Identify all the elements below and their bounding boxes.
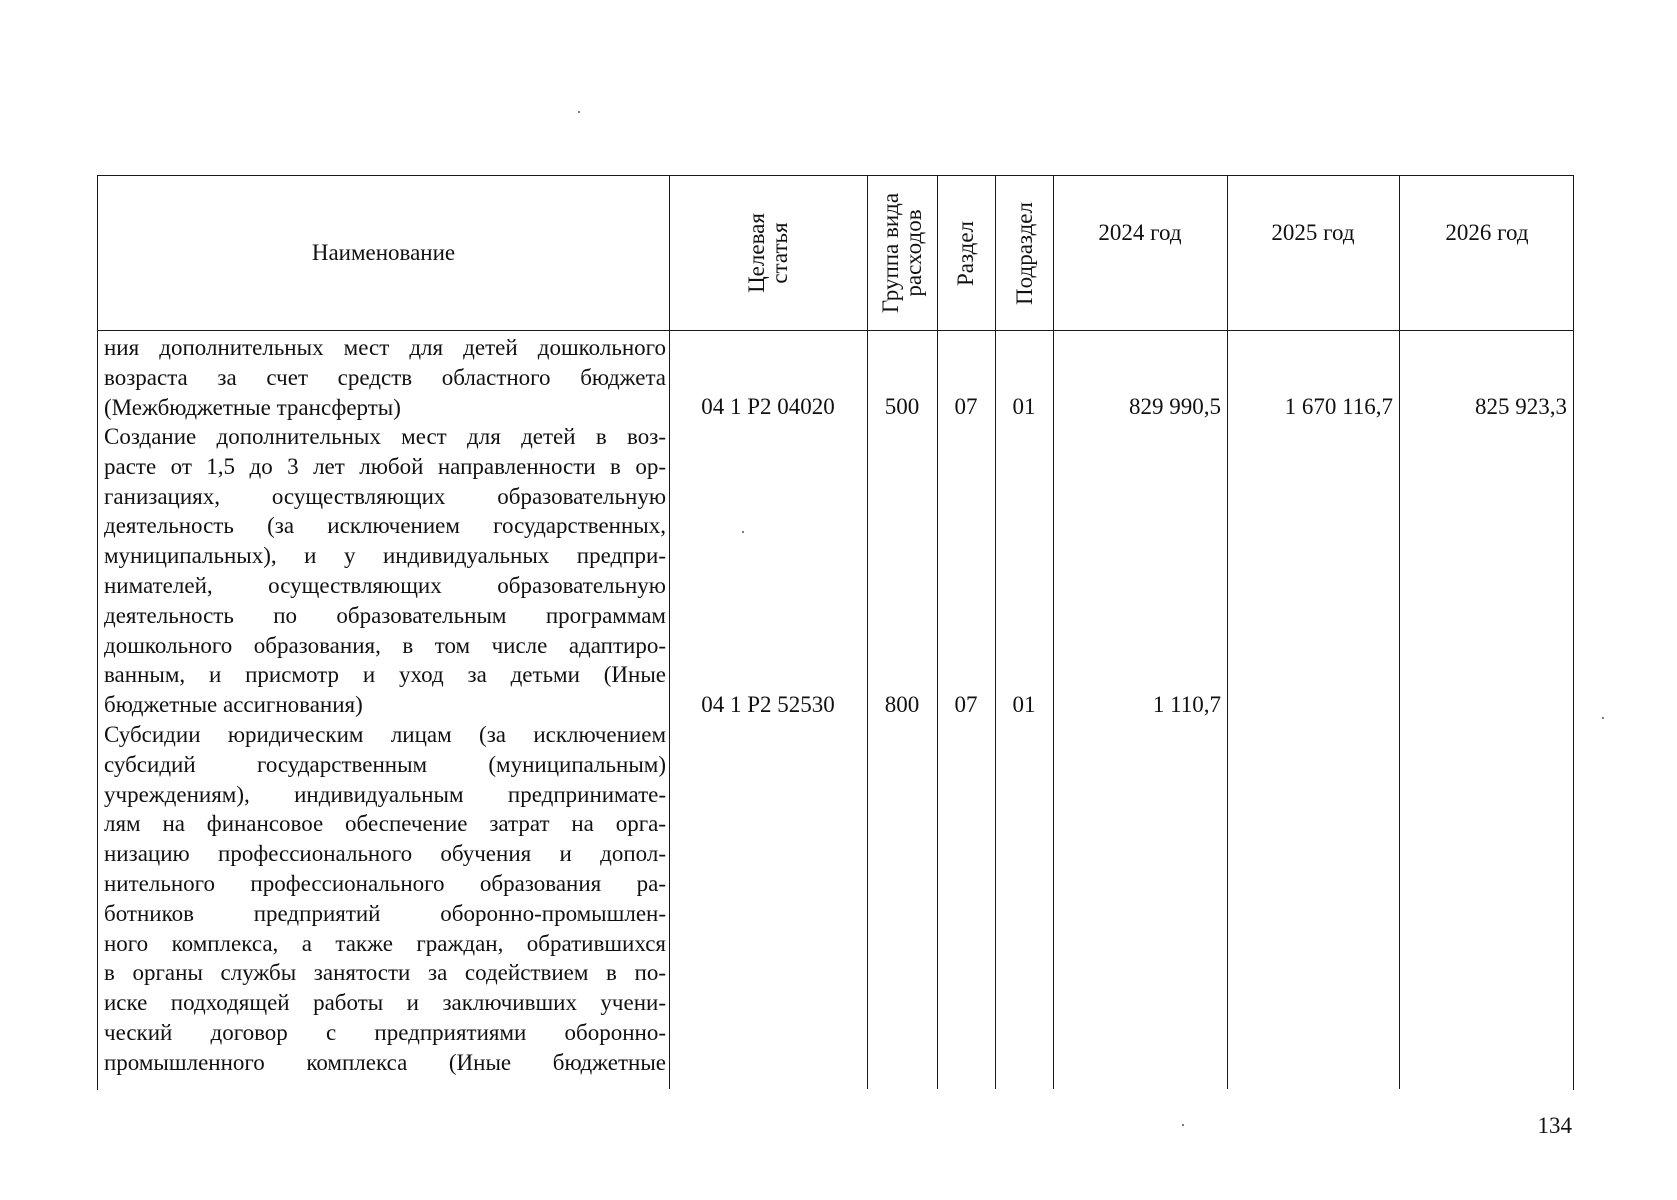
text-line: ческий договор с предприятиями оборонно-: [104, 1019, 666, 1045]
row-1-name: [104, 333, 666, 422]
text-line: в органы службы занятости за содействием в по-: [104, 960, 666, 986]
text-line: учреждениям), индивидуальным предпринимате-: [104, 781, 666, 807]
text-line: Субсидии юридическим лицам (за исключением: [104, 722, 666, 747]
text-line: ного комплекса, а также граждан, обратившихся: [104, 930, 666, 956]
scan-speck: [1182, 1124, 1184, 1126]
row-2-2025: [1227, 690, 1393, 720]
row-2-section: 07: [954, 692, 978, 717]
row-2-subsection: 01: [1012, 692, 1036, 717]
header-2026: 2026 год: [1445, 220, 1529, 245]
text-line: Создание дополнительных мест для детей в воз-: [104, 424, 666, 449]
table-body: [98, 331, 1573, 1089]
row-2-expense-group: 800: [884, 692, 920, 717]
row-1-expense-group: 500: [884, 394, 920, 419]
row-3-name: [104, 720, 666, 1078]
row-2-2026: [1399, 690, 1567, 720]
header-subsection-label: Подраздел: [1011, 201, 1037, 305]
row-1-2025: 1 670 116,7: [1284, 394, 1393, 419]
header-section: [937, 176, 995, 330]
text-line: деятельность по образовательным программам: [104, 602, 666, 628]
scan-speck: [578, 111, 580, 113]
text-line: иске подходящей работы и заключивших учени-: [104, 990, 666, 1016]
text-line: нительного профессионального образования ра-: [104, 870, 666, 896]
text-line: ванным, и присмотр и уход за детьми (Иные: [104, 662, 666, 688]
text-line: нимателей, осуществляющих образовательную: [104, 572, 666, 598]
row-1-target-article: 04 1 Р2 04020: [701, 394, 835, 419]
header-2024: 2024 год: [1098, 220, 1182, 245]
row-2-name: [104, 422, 666, 720]
text-line: низацию профессионального обучения и допол-: [104, 841, 666, 867]
text-line: (Межбюджетные трансферты): [104, 394, 401, 420]
header-expense-group-label: Группа вида расходов: [878, 192, 927, 314]
text-line: лям на финансовое обеспечение затрат на орга-: [104, 811, 666, 837]
budget-table: [97, 175, 1574, 1090]
row-1-2024: 829 990,5: [1129, 394, 1221, 419]
scan-speck: [1602, 717, 1604, 719]
scan-speck: [742, 531, 744, 533]
header-target-article: [669, 176, 867, 330]
text-line: муниципальных), и у индивидуальных предпри-: [104, 543, 666, 569]
row-2-2024: 1 110,7: [1152, 692, 1221, 717]
header-subsection: [995, 176, 1053, 330]
text-line: возраста за счет средств областного бюджета: [104, 364, 666, 390]
text-line: ганизациях, осуществляющих образовательную: [104, 483, 666, 509]
row-1-section: 07: [954, 394, 978, 419]
text-line: деятельность (за исключением государственных,: [104, 513, 666, 539]
row-2-target-article: 04 1 Р2 52530: [701, 692, 835, 717]
header-2025: 2025 год: [1271, 220, 1355, 245]
header-target-article-label: Целевая статья: [743, 213, 792, 293]
text-line: субсидий государственным (муниципальным): [104, 751, 666, 777]
text-line: дошкольного образования, в том числе адаптиро-: [104, 632, 666, 658]
row-1-subsection: 01: [1012, 394, 1036, 419]
header-name: Наименование: [311, 239, 456, 265]
row-1-2026: 825 923,3: [1475, 394, 1567, 419]
header-section-label: Раздел: [953, 220, 979, 286]
text-line: бюджетные ассигнования): [104, 692, 363, 718]
table-header: [98, 176, 1573, 331]
text-line: ния дополнительных мест для детей дошкольного: [104, 335, 666, 360]
header-expense-group: [867, 176, 937, 330]
text-line: промышленного комплекса (Иные бюджетные: [104, 1049, 666, 1075]
page-number: 134: [1537, 1113, 1572, 1138]
text-line: расте от 1,5 до 3 лет любой направленности в ор-: [104, 453, 666, 479]
text-line: ботников предприятий оборонно-промышлен-: [104, 900, 666, 926]
